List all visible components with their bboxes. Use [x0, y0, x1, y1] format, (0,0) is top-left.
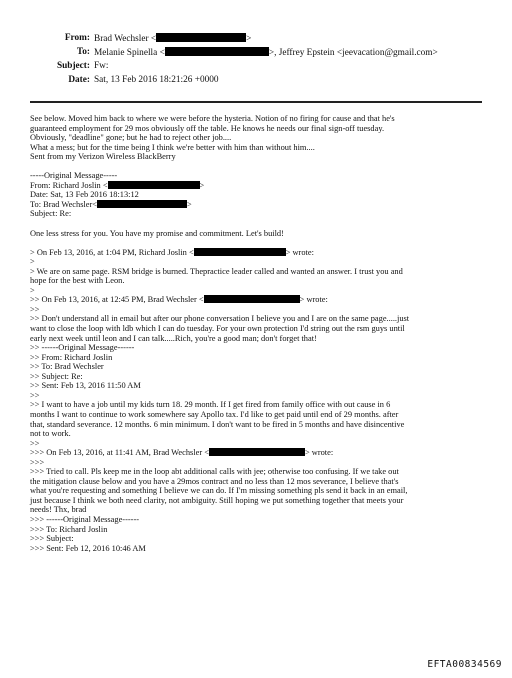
body-line: See below. Moved him back to where we were before the hysteria. Notion of no firing for cause and that he's	[30, 114, 395, 123]
quote-line: >>> ------Original Message------	[30, 514, 140, 524]
quote-line: >	[30, 257, 35, 267]
original-message-title: -----Original Message-----	[30, 171, 118, 181]
quote-line: >>>	[30, 457, 45, 467]
spacer	[30, 238, 490, 248]
quote-line: just because I think we both need clarity, not ambiguity. Still hoping we put something together that meets your	[30, 495, 404, 505]
email-body	[30, 114, 490, 553]
to-label: To:	[76, 47, 90, 57]
quote-line: >>	[30, 390, 40, 400]
body-line: One less stress for you. You have my promise and commitment. Let's build!	[30, 228, 284, 238]
to-value	[94, 47, 438, 59]
quote-header	[30, 448, 490, 458]
to-tail: >, Jeffrey Epstein <jeevacation@gmail.com>	[268, 48, 438, 58]
subject-label: Subject:	[56, 61, 90, 71]
original-from	[30, 181, 490, 191]
original-to-text: To: Brad Wechsler<	[30, 199, 98, 209]
from-label: From:	[64, 33, 90, 43]
quote-header-tail: > wrote:	[304, 448, 334, 458]
quote-line: >>	[30, 438, 40, 448]
quote-line: >> Subject: Re:	[30, 371, 83, 381]
original-to-tail: >	[187, 199, 192, 209]
header-divider	[30, 101, 482, 103]
quote-line: hope for the best with Leon.	[30, 276, 125, 286]
quote-line: want to close the loop with ldb which I can do tuesday. For your own protection I'd string out the rsm guys until	[30, 324, 405, 334]
quote-header-text: >> On Feb 13, 2016, at 12:45 PM, Brad Wechsler <	[30, 295, 204, 305]
quote-header	[30, 295, 490, 305]
quote-line: the mitigation clause below and you have a 29mos contract and no less than 12 mos severance, I believe that's	[30, 476, 399, 486]
quote-line: not to work.	[30, 429, 71, 439]
quote-line: >> ------Original Message------	[30, 343, 135, 353]
redaction-bar	[108, 181, 200, 189]
redaction-bar	[204, 295, 300, 303]
quote-line: that, standard severance. 12 months. 6 min minimum. I don't want to be fired in 5 months and have disincentive	[30, 419, 405, 429]
date-label: Date:	[68, 75, 90, 85]
quote-line: what you're requesting and something I believe we can do. If I'm missing something pls send it back in an email,	[30, 486, 408, 496]
quote-line: >> From: Richard Joslin	[30, 352, 113, 362]
from-tail: >	[246, 34, 252, 44]
quote-header-tail: > wrote:	[299, 295, 328, 305]
email-header	[0, 33, 512, 93]
quote-line: >>	[30, 304, 40, 314]
redaction-bar	[165, 47, 269, 56]
quote-header-tail: > wrote:	[285, 247, 314, 257]
from-value	[94, 33, 251, 45]
quote-line: >> Don't understand all in email but after our phone conversation I believe you and I are on the same page.....just	[30, 314, 410, 324]
from-name: Brad Wechsler <	[94, 34, 157, 44]
quote-line: early next week until leon and I can talk.....Rich, you're a good man; don't forget that!	[30, 333, 317, 343]
quote-header-text: >>> On Feb 13, 2016, at 11:41 AM, Brad Wechsler <	[30, 448, 209, 458]
quote-line: >>> To: Richard Joslin	[30, 524, 108, 534]
quote-header	[30, 248, 490, 258]
body-line: What a mess; but for the time being I think we're better with him than without him....	[30, 142, 315, 152]
body-line: guaranteed employment for 29 mos obviously off the table. He knows he needs our final sign-off tuesday.	[30, 123, 385, 133]
original-from-text: From: Richard Joslin <	[30, 180, 108, 190]
quote-line: >> I want to have a job until my kids turn 18. 29 month. If I get fired from family office with out cause in 6	[30, 400, 391, 410]
quote-line: >> To: Brad Wechsler	[30, 362, 104, 372]
original-subject: Subject: Re:	[30, 209, 72, 219]
redaction-bar	[156, 33, 246, 42]
redaction-bar	[97, 200, 187, 208]
original-from-tail: >	[199, 180, 205, 190]
date-value: Sat, 13 Feb 2016 18:21:26 +0000	[94, 75, 219, 85]
quote-line: >>> Sent: Feb 12, 2016 10:46 AM	[30, 543, 146, 553]
body-line: Sent from my Verizon Wireless BlackBerry	[30, 152, 176, 162]
spacer	[30, 162, 490, 172]
spacer	[30, 219, 490, 229]
quote-line: >	[30, 285, 35, 295]
subject-value: Fw:	[94, 61, 109, 71]
original-date: Date: Sat, 13 Feb 2016 18:13:12	[30, 190, 139, 200]
to-name: Melanie Spinella <	[94, 48, 165, 58]
quote-line: >>> Tried to call. Pls keep me in the loop abt additional calls with jee; otherwise too confusing. If we take out	[30, 467, 399, 477]
quote-header-text: > On Feb 13, 2016, at 1:04 PM, Richard Joslin <	[30, 247, 194, 257]
redaction-bar	[194, 248, 286, 256]
quote-line: >> Sent: Feb 13, 2016 11:50 AM	[30, 381, 141, 391]
quote-line: months I want to continue to work somewhere say Apollo tax. I'd like to get paid until end of 29 months. after	[30, 409, 399, 419]
original-to	[30, 200, 490, 210]
quote-line: needs! Thx, brad	[30, 505, 87, 515]
quote-line: >>> Subject:	[30, 534, 74, 544]
quote-line: > We are on same page. RSM bridge is burned. Thepractice leader called and wanted an answer. I trust you and	[30, 266, 403, 276]
document-id: EFTA00834569	[427, 659, 502, 670]
redaction-bar	[209, 448, 305, 456]
body-line: Obviously, "deadline" gone; but he had to reject other job....	[30, 133, 232, 143]
